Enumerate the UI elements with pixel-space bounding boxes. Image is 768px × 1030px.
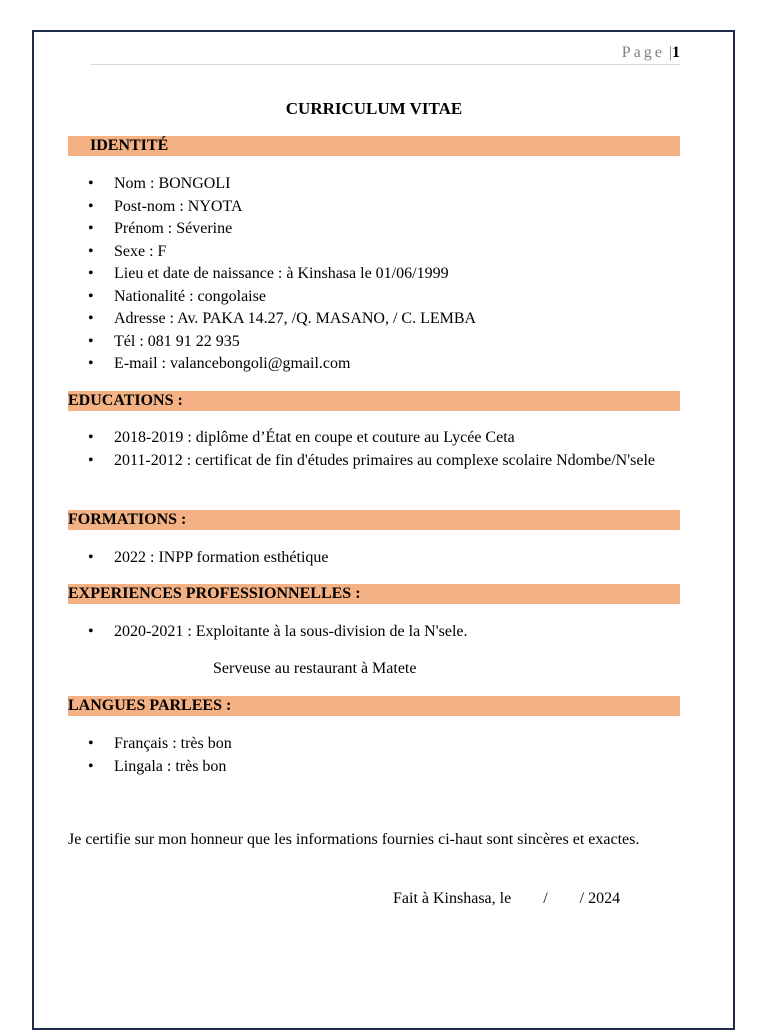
- section-heading-languages: LANGUES PARLEES :: [68, 696, 680, 716]
- list-item: • Post-nom : NYOTA: [68, 196, 680, 219]
- list-item: • Sexe : F: [68, 241, 680, 264]
- section-heading-experiences: EXPERIENCES PROFESSIONNELLES :: [68, 584, 680, 604]
- formations-list: [68, 547, 680, 570]
- list-item: • Prénom : Séverine: [68, 218, 680, 241]
- list-item: • Lieu et date de naissance : à Kinshasa le 01/06/1999: [68, 263, 680, 286]
- page-header: [91, 44, 680, 65]
- list-item: • Lingala : très bon: [68, 756, 680, 779]
- list-item: • Nom : BONGOLI: [68, 173, 680, 196]
- list-item: • E-mail : valancebongoli@gmail.com: [68, 353, 680, 376]
- section-heading-formations: FORMATIONS :: [68, 510, 680, 530]
- list-item: • 2020-2021 : Exploitante à la sous-division de la N'sele.: [68, 621, 680, 644]
- languages-list: [68, 733, 680, 778]
- list-item: • 2018-2019 : diplôme d’État en coupe et couture au Lycée Ceta: [68, 427, 680, 450]
- list-item: • 2022 : INPP formation esthétique: [68, 547, 680, 570]
- experiences-list: [68, 621, 680, 644]
- section-heading-educations: EDUCATIONS :: [68, 391, 680, 411]
- list-item: • Français : très bon: [68, 733, 680, 756]
- experience-extra-line: Serveuse au restaurant à Matete: [213, 660, 417, 677]
- certification-text: Je certifie sur mon honneur que les informations fournies ci-haut sont sincères et exactes.: [68, 831, 640, 848]
- page-label: Page: [621, 44, 665, 61]
- list-item: • 2011-2012 : certificat de fin d'études primaires au complexe scolaire Ndombe/N'sele: [68, 450, 680, 473]
- signoff-line: Fait à Kinshasa, le / / 2024: [393, 890, 621, 907]
- list-item: • Nationalité : congolaise: [68, 286, 680, 309]
- educations-list: [68, 427, 680, 472]
- list-item: • Adresse : Av. PAKA 14.27, /Q. MASANO, / C. LEMBA: [68, 308, 680, 331]
- list-item: • Tél : 081 91 22 935: [68, 331, 680, 354]
- page-separator: |: [668, 44, 672, 61]
- identity-list: [68, 173, 680, 376]
- section-heading-identity: IDENTITÉ: [68, 136, 680, 156]
- page-number: 1: [672, 44, 680, 61]
- document-title: CURRICULUM VITAE: [285, 99, 463, 118]
